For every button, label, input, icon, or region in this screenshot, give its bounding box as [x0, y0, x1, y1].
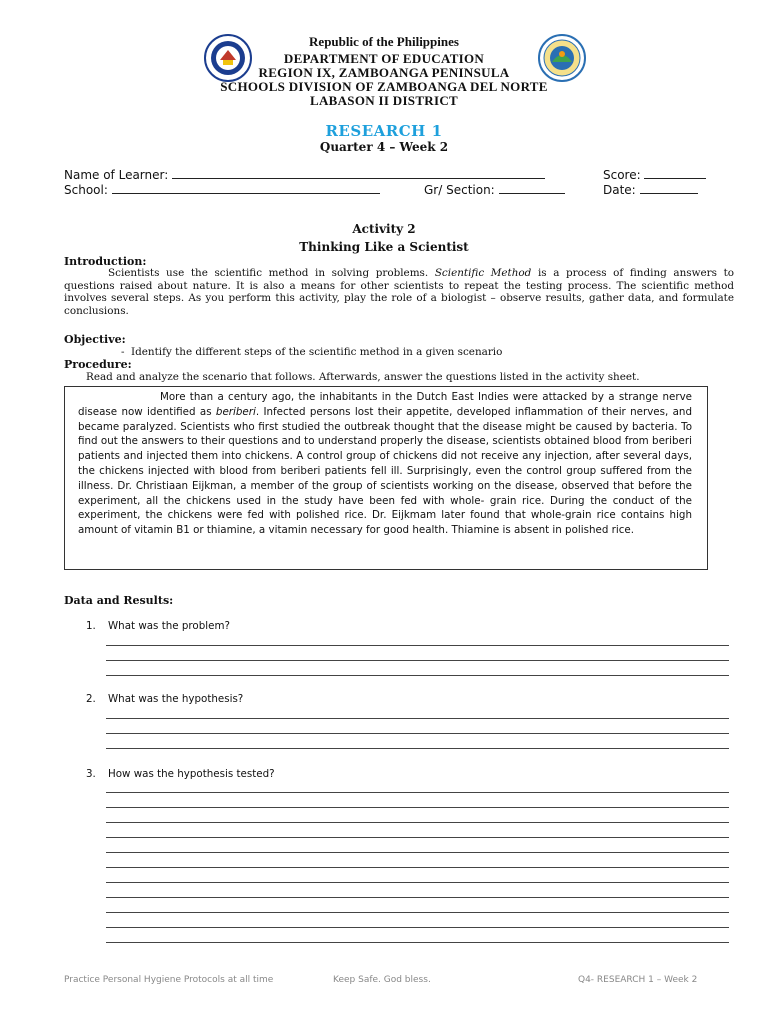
intro-italic: Scientific Method: [434, 267, 532, 279]
scenario-part1: More than a century ago, the inhabitants in the Dutch East Indies were attacked by a strange nerve disease now identified as: [78, 391, 692, 418]
procedure-label: Procedure:: [64, 358, 132, 371]
question-2-number: 2.: [86, 693, 96, 705]
procedure-text: Read and analyze the scenario that follows. Afterwards, answer the questions listed in the activity sheet.: [86, 371, 640, 383]
answer-line[interactable]: [106, 867, 729, 868]
answer-line[interactable]: [106, 852, 729, 853]
score-blank[interactable]: [644, 167, 706, 179]
question-2-text: What was the hypothesis?: [108, 693, 244, 705]
footer-left: Practice Personal Hygiene Protocols at all time: [64, 975, 274, 985]
school-field: [64, 182, 380, 197]
page-title: RESEARCH 1: [325, 122, 443, 140]
footer-middle: Keep Safe. God bless.: [333, 975, 431, 985]
answer-line[interactable]: [106, 792, 729, 793]
question-1-number: 1.: [86, 620, 96, 632]
activity-number: Activity 2: [352, 222, 416, 236]
section-field: [424, 182, 565, 197]
scenario-italic: beriberi: [215, 405, 256, 418]
answer-line[interactable]: [106, 675, 729, 676]
question-3-text: How was the hypothesis tested?: [108, 768, 275, 780]
answer-line[interactable]: [106, 807, 729, 808]
introduction-label: Introduction:: [64, 255, 147, 268]
answer-line[interactable]: [106, 718, 729, 719]
republic-line: Republic of the Philippines: [309, 34, 459, 49]
division-line: SCHOOLS DIVISION OF ZAMBOANGA DEL NORTE: [220, 79, 548, 94]
objective-bullet: -: [121, 346, 125, 358]
section-label: Gr/ Section:: [424, 183, 495, 197]
answer-line[interactable]: [106, 645, 729, 646]
scenario-text: [78, 390, 692, 538]
score-label: Score:: [603, 168, 641, 182]
date-label: Date:: [603, 183, 636, 197]
answer-line[interactable]: [106, 733, 729, 734]
answer-line[interactable]: [106, 822, 729, 823]
name-field: [64, 167, 545, 182]
score-field: [603, 167, 706, 182]
district-line: LABASON II DISTRICT: [309, 93, 459, 108]
introduction-text: [64, 267, 734, 317]
section-blank[interactable]: [499, 182, 565, 194]
region-line: REGION IX, ZAMBOANGA PENINSULA: [258, 65, 510, 80]
answer-line[interactable]: [106, 748, 729, 749]
question-3-number: 3.: [86, 768, 96, 780]
intro-part1: Scientists use the scientific method in solving problems.: [108, 267, 435, 279]
school-blank[interactable]: [112, 182, 380, 194]
answer-line[interactable]: [106, 912, 729, 913]
scenario-box: [64, 386, 708, 570]
activity-name: Thinking Like a Scientist: [299, 240, 469, 254]
answer-line[interactable]: [106, 837, 729, 838]
name-blank[interactable]: [172, 167, 545, 179]
date-field: [603, 182, 698, 197]
answer-line[interactable]: [106, 882, 729, 883]
answer-line[interactable]: [106, 897, 729, 898]
question-1-text: What was the problem?: [108, 620, 230, 632]
scenario-part2: . Infected persons lost their appetite, developed inflammation of their nerves, and became paralyzed. Scientists who first studied the outbreak thought that the disease might be caused by bacteria. To find out the answers to their questions and to understand properly the disease, scientists obtained blood from beriberi patients and injected them into chickens. A control group of chickens did not receive any injection, after several days, the chickens injected with blood from beriberi patients fell ill. Surprisingly, even the control group suffered from the illness. Dr. Christiaan Eijkman, a member of the group of scientists working on the disease, observed that before the experiment, all the chickens used in the study have been fed with whole- grain rice. During the conduct of the experiment, the chickens were fed with polished rice. Dr. Eijkmam later found that whole-grain rice contains high amount of vitamin B1 or thiamine, a vitamin necessary for good health. Thiamine is absent in polished rice.: [78, 405, 692, 537]
school-label: School:: [64, 183, 108, 197]
answer-line[interactable]: [106, 942, 729, 943]
answer-line[interactable]: [106, 660, 729, 661]
data-results-label: Data and Results:: [64, 594, 174, 607]
page-subtitle: Quarter 4 – Week 2: [319, 140, 449, 154]
department-line: DEPARTMENT OF EDUCATION: [283, 51, 485, 66]
date-blank[interactable]: [640, 182, 698, 194]
answer-line[interactable]: [106, 927, 729, 928]
name-label: Name of Learner:: [64, 168, 169, 182]
intro-part2: is a process of finding answers to questions raised about nature. It is also a means for other scientists to repeat the testing process. The scientific method involves several steps. As you perform this activity, play the role of a biologist – observe results, gather data, and formulate conclusions.: [64, 267, 735, 317]
objective-label: Objective:: [64, 333, 126, 346]
objective-text: Identify the different steps of the scientific method in a given scenario: [131, 346, 503, 358]
footer-right: Q4- RESEARCH 1 – Week 2: [578, 975, 698, 985]
